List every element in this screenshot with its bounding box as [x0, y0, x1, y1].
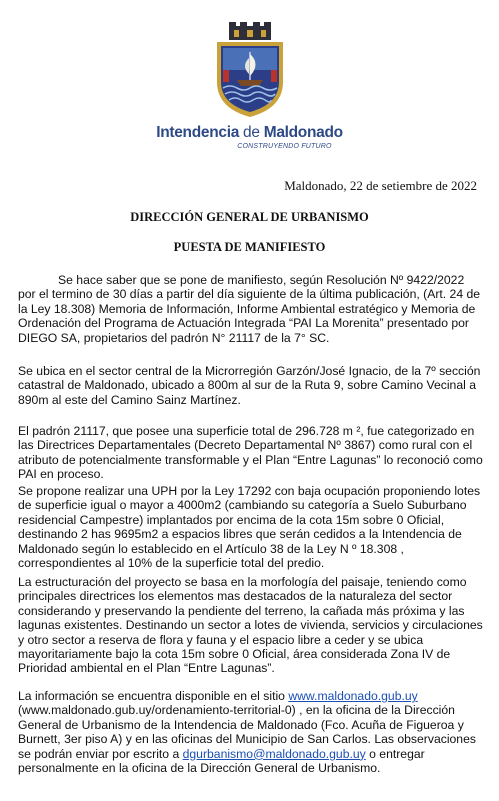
paragraph-4: Se propone realizar una UPH por la Ley 17292 con baja ocupación proponiendo lotes de superficie igual o mayor a 4000m2 (cambiando su categoría a Suelo Suburbano residencial Campestre) implantados por encima de la cota 15m sobre 0 Oficial, destinando 2 has 9695m2 a espacios libres que serán cedidos a la Intendencia de Maldonado según lo establecido en el Artículo 38 de la Ley N º 18.308 , correspondientes al 10% de la superficie total del predio. — [18, 484, 481, 571]
document-date: Maldonado, 22 de setiembre de 2022 — [284, 178, 477, 193]
brand-tagline: CONSTRUYENDO FUTURO — [237, 143, 332, 150]
p6-middle: (www.maldonado.gub.uy/ordenamiento-territorial-0) , en la oficina de la Dirección General de Urbanismo de la Intendencia de Maldonado (Fco. Acuña de Figueroa y Burnett, 3er piso A) y en las oficinas del Municipio de San Carlos. Las observaciones se podrán enviar por escrito a — [18, 703, 476, 761]
brand-main: Intendencia — [156, 124, 240, 141]
paragraph-1: Se hace saber que se pone de manifiesto, según Resolución Nº 9422/2022 por el termino de 30 días a partir del día siguiente de la última publicación, (Art. 24 de la Ley 18.308) Memoria de Información, Informe Ambiental estratégico y Memoria de Ordenación del Programa de Actuación Integrada “PAI La Morenita” presentado por DIEGO SA, propietarios del padrón N° 21117 de la 7° SC. — [18, 273, 481, 345]
brand-place: Maldonado — [263, 124, 343, 141]
heading-direccion: DIRECCIÓN GENERAL DE URBANISMO — [130, 210, 369, 224]
heading-puesta: PUESTA DE MANIFIESTO — [173, 240, 326, 254]
paragraph-6 — [18, 689, 483, 775]
p6-lead: La información se encuentra disponible en el sitio — [18, 689, 289, 703]
brand-name — [0, 124, 499, 142]
brand-block — [0, 124, 499, 150]
p6-tail: o entregar personalmente en la oficina de la Dirección General de Urbanismo. — [18, 746, 425, 776]
paragraph-3: El padrón 21117, que posee una superficie total de 296.728 m ², fue categorizado en las Directrices Departamentales (Decreto Departamental Nº 3867) como rural con el atributo de potencialmente transformable y el Plan “Entre Lagunas” lo reconoció como PAI en proceso. — [18, 424, 483, 482]
email-link[interactable]: dgurbanismo@maldonado.gub.uy — [182, 746, 366, 761]
paragraph-5: La estructuración del proyecto se basa en la morfología del paisaje, teniendo como principales directrices los elementos mas destacados de la naturaleza del sector considerando y preservando la pendiente del terreno, la cañada más próxima y las lagunas existentes. Destinando un sector a lotes de vivienda, servicios y circulaciones y otro sector a reserva de flora y fauna y el espacio libre a ceder y se ubica mayoritariamente bajo la cota 15m sobre 0 Oficial, área considerada Zona IV de Prioridad ambiental en el Plan “Entre Lagunas”. — [18, 575, 483, 676]
website-link[interactable]: www.maldonado.gub.uy — [288, 689, 418, 703]
crest-logo — [0, 22, 499, 118]
paragraph-2: Se ubica en el sector central de la Microrregión Garzón/José Ignacio, de la 7º sección catastral de Maldonado, ubicado a 800m al sur de la Ruta 9, sobre Camino Vecinal a 890m al este del Camino Sainz Martínez. — [18, 364, 481, 407]
coat-of-arms-icon — [213, 22, 287, 118]
brand-de: de — [243, 124, 260, 141]
